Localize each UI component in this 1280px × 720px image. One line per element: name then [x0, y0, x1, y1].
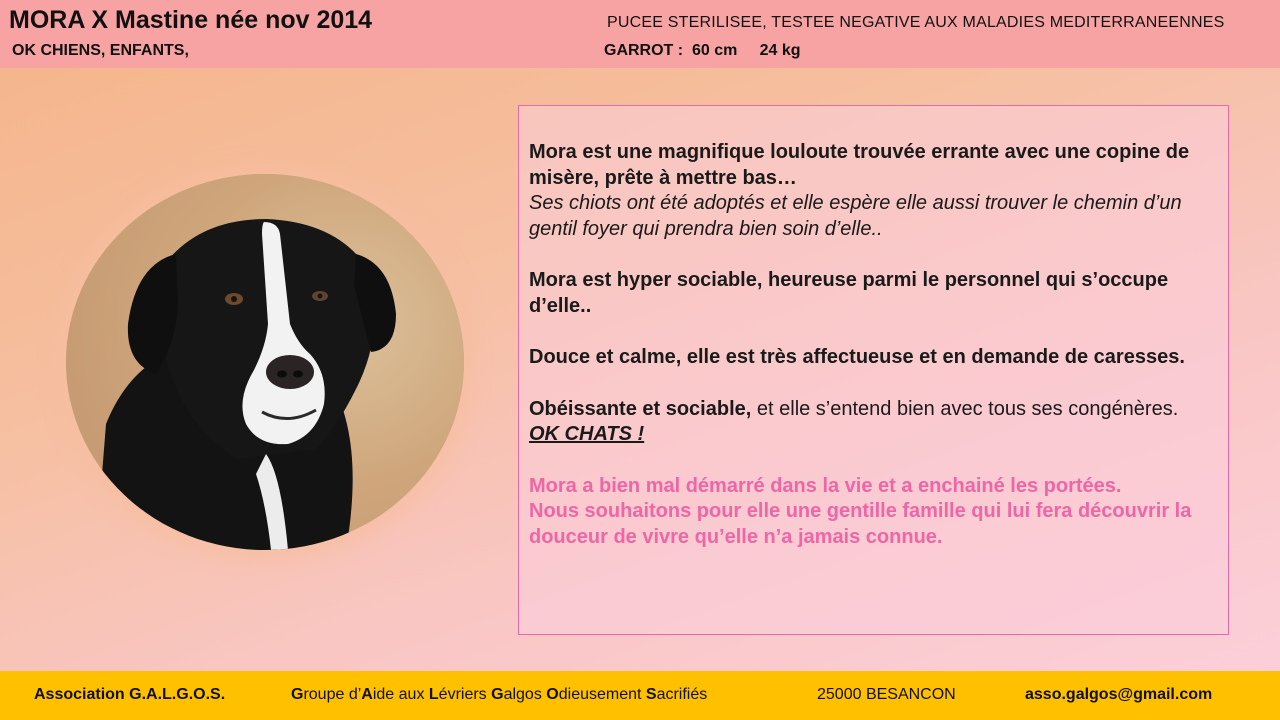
- history-text: Mora a bien mal démarré dans la vie et a enchainé les portées.: [529, 474, 1122, 497]
- acronym-initial: O: [546, 686, 559, 703]
- ok-chats-text: OK CHATS !: [529, 423, 645, 445]
- wish-text: Nous souhaitons pour elle une gentille famille qui lui fera découvrir la douceur de vivre qu’elle n’a jamais connue.: [529, 500, 1192, 548]
- measurements: [604, 42, 801, 60]
- acronym-initial: L: [428, 686, 439, 703]
- description-box: [518, 105, 1229, 635]
- intro-text: Mora est une magnifique louloute trouvée errante avec une copine de misère, prête à mettre bas…: [529, 141, 1190, 189]
- footer-banner: [0, 671, 1280, 720]
- dog-illustration: [66, 174, 464, 550]
- health-status: PUCEE STERILISEE, TESTEE NEGATIVE AUX MALADIES MEDITERRANEENNES: [607, 14, 1225, 31]
- garrot-label: GARROT :: [604, 42, 684, 59]
- acronym-initial: G: [291, 686, 304, 703]
- acronym-rest: algos: [503, 686, 547, 703]
- obedient-paragraph: [529, 397, 1216, 423]
- acronym-initial: G: [491, 686, 504, 703]
- obedient-rest: et elle s’entend bien avec tous ses congénères.: [751, 397, 1179, 420]
- acronym-rest: évriers: [438, 686, 492, 703]
- page-title: MORA X Mastine née nov 2014: [9, 6, 373, 34]
- gentle-text: Douce et calme, elle est très affectueuse et en demande de caresses.: [529, 346, 1185, 368]
- acronym-rest: dieusement: [558, 686, 646, 703]
- acronym-rest: acrifiés: [656, 686, 708, 703]
- city: 25000 BESANCON: [817, 686, 956, 703]
- email-link[interactable]: asso.galgos@gmail.com: [1025, 686, 1213, 703]
- intro-italic-text: Ses chiots ont été adoptés et elle espère elle aussi trouver le chemin d’un gentil foyer qui prendra bien soin d’elle..: [529, 192, 1182, 240]
- compatibility-line: OK CHIENS, ENFANTS,: [12, 42, 189, 59]
- association-acronym: [291, 686, 707, 704]
- weight: 24 kg: [759, 42, 801, 59]
- sociable-text: Mora est hyper sociable, heureuse parmi le personnel qui s’occupe d’elle..: [529, 269, 1169, 317]
- header-banner: [0, 0, 1280, 68]
- acronym-initial: S: [645, 686, 657, 703]
- dog-photo: [66, 174, 464, 550]
- garrot-height: 60 cm: [692, 42, 738, 59]
- obedient-bold: Obéissante et sociable,: [529, 397, 752, 420]
- acronym-rest: roupe d’: [303, 686, 362, 703]
- acronym-rest: ide aux: [372, 686, 429, 703]
- association-name: Association G.A.L.G.O.S.: [34, 686, 226, 703]
- acronym-initial: A: [361, 686, 373, 703]
